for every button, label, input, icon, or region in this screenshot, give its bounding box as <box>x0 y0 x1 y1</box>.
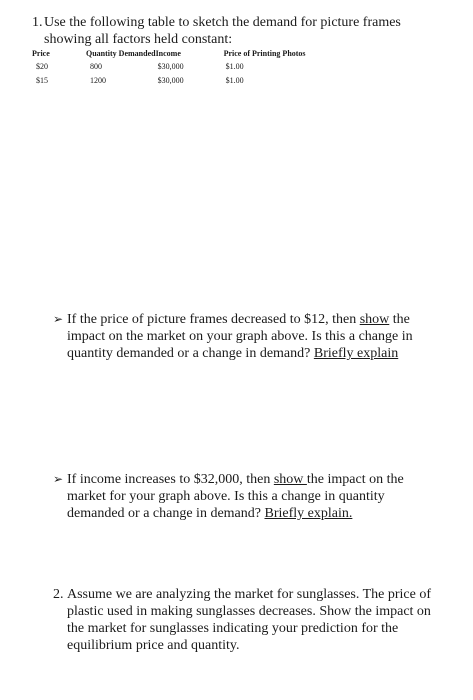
table-row <box>32 73 306 87</box>
bullet-1-text <box>67 311 428 362</box>
table-cell: $1.00 <box>225 61 244 71</box>
table-cell: $20 <box>36 61 48 71</box>
question-2-text: Assume we are analyzing the market for sunglasses. The price of plastic used in making sunglasses decreases. Show the impact on the market for sunglasses indicating your prediction for the equilibrium price and quantity. <box>67 587 432 653</box>
table-row <box>32 59 306 73</box>
question-2-number: 2. <box>53 587 64 602</box>
table-cell: $1.00 <box>225 75 244 85</box>
table-cell: $15 <box>36 75 48 85</box>
briefly-explain-underlined: Briefly explain. <box>264 506 353 521</box>
question-1-number: 1. <box>32 15 43 30</box>
show-underlined: show <box>273 472 307 487</box>
header-income: Income <box>155 48 181 58</box>
arrow-bullet-icon: ➢ <box>53 312 64 326</box>
bullet-1-text-part: If the price of picture frames decreased to $12, then <box>67 312 360 327</box>
table-cell: $30,000 <box>157 75 184 85</box>
table-cell: $30,000 <box>157 61 184 71</box>
bullet-2-text-part: If income increases to $32,000, then <box>67 472 274 487</box>
bullet-2-text <box>67 471 428 522</box>
briefly-explain-underlined: Briefly explain <box>313 346 399 361</box>
demand-table <box>32 47 306 87</box>
bullet-1-text-part: the impact on the market on your graph above. Is this a change in quantity demanded or a change in demand? <box>67 312 413 361</box>
question-2 <box>53 586 433 654</box>
question-1 <box>32 14 442 48</box>
show-underlined: show <box>359 312 390 327</box>
header-quantity-demanded: Quantity Demanded <box>86 48 156 58</box>
bullet-price-decrease <box>53 311 428 362</box>
table-header-row <box>32 47 306 59</box>
table-cell: 1200 <box>90 75 106 85</box>
bullet-income-increase <box>53 471 428 522</box>
arrow-bullet-icon: ➢ <box>53 472 64 486</box>
header-price: Price <box>32 48 50 58</box>
table-cell: 800 <box>90 61 102 71</box>
bullet-2-text-part: the impact on the market for your graph above. Is this a change in quantity demanded or a change in demand? <box>67 472 404 521</box>
header-price-of-printing-photos: Price of Printing Photos <box>223 48 306 58</box>
question-1-text: Use the following table to sketch the demand for picture frames showing all factors held constant: <box>44 15 401 47</box>
